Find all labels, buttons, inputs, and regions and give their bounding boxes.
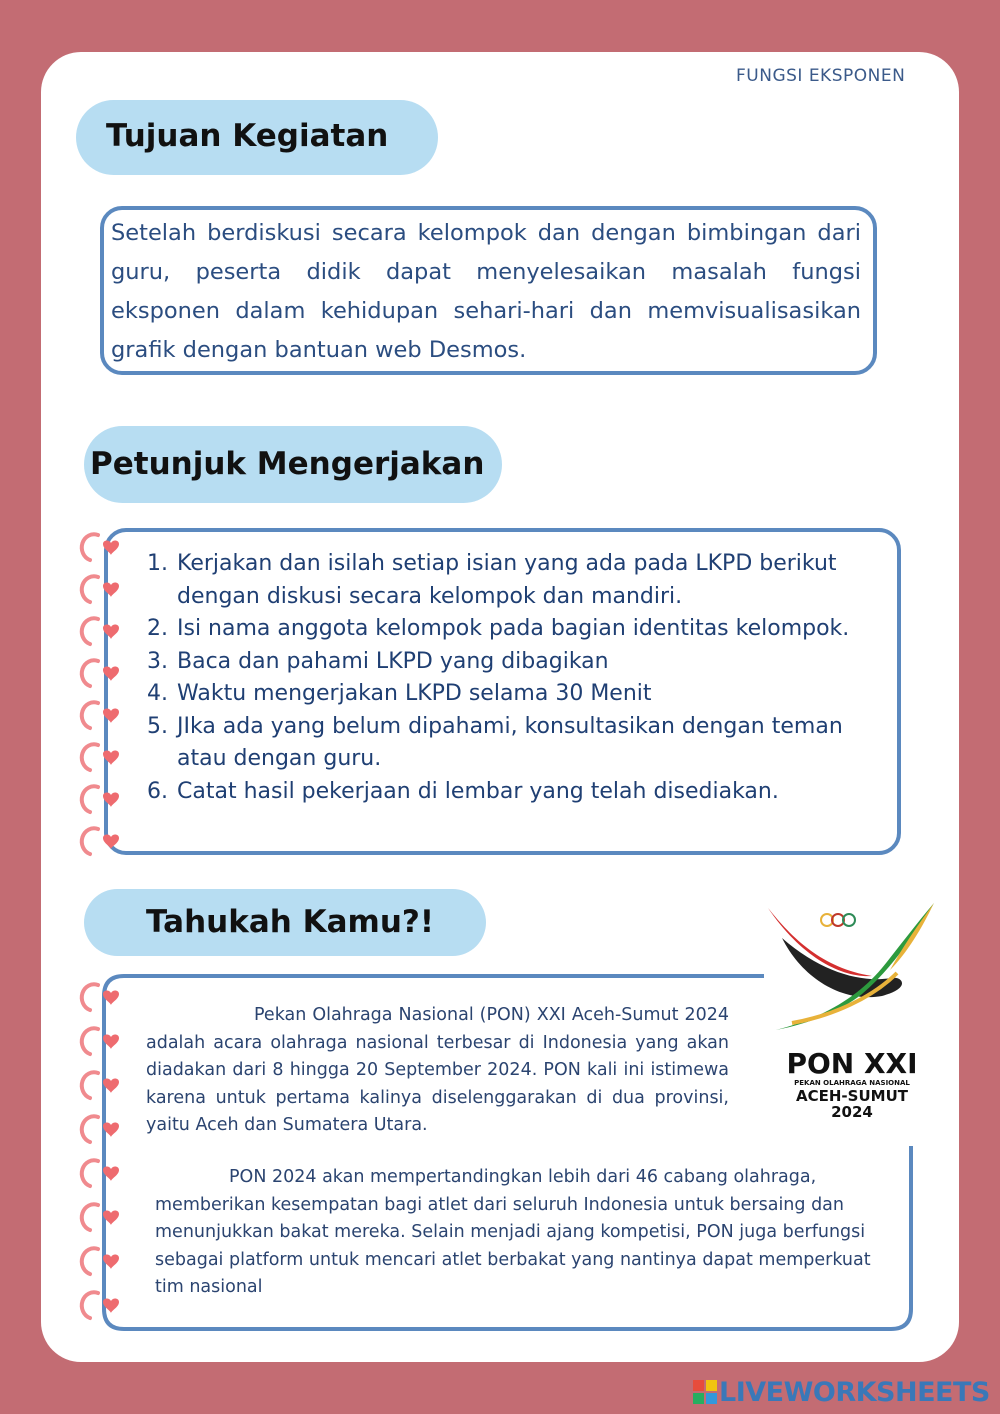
binder-ring-icon (76, 1288, 112, 1322)
instruction-item: 6. Catat hasil pekerjaan di lembar yang telah disediakan. (175, 776, 885, 809)
goal-text: Setelah berdiskusi secara kelompok dan dengan bimbingan dari guru, peserta didik dapat menyelesaikan masalah fungsi eksponen dalam kehidupan sehari-hari dan memvisualisasikan grafik dengan bantuan web Desmos. (111, 220, 861, 363)
binder-ring-icon (76, 656, 112, 690)
goal-heading-pill (76, 100, 438, 175)
goal-heading: Tujuan Kegiatan (106, 118, 389, 154)
binder-ring-icon (76, 740, 112, 774)
instruction-item: 5. JIka ada yang belum dipahami, konsultasikan dengan teman atau dengan guru. (175, 711, 885, 776)
binder-ring-icon (76, 698, 112, 732)
pon-logo (762, 898, 942, 1130)
binder-ring-icon (76, 1068, 112, 1102)
binder-ring-icon (76, 1156, 112, 1190)
binder-ring-icon (76, 530, 112, 564)
instruction-item: 4. Waktu mengerjakan LKPD selama 30 Menit (175, 678, 885, 711)
pon-emblem-icon (762, 898, 942, 1130)
brand-text: LIVEWORKSHEETS (719, 1376, 990, 1408)
binder-ring-icon (76, 614, 112, 648)
instruction-item: 3. Baca dan pahami LKPD yang dibagikan (175, 646, 885, 679)
binder-ring-icon (76, 572, 112, 606)
topic-label: FUNGSI EKSPONEN (736, 66, 906, 86)
instructions-list (150, 548, 885, 808)
liveworksheets-brand[interactable] (693, 1376, 990, 1408)
binder-ring-icon (76, 1200, 112, 1234)
binder-ring-icon (76, 1024, 112, 1058)
instructions-heading: Petunjuk Mengerjakan (90, 446, 485, 482)
binder-ring-icon (76, 782, 112, 816)
fact-heading: Tahukah Kamu?! (146, 904, 435, 940)
logo-title: PON XXI (786, 1047, 918, 1080)
instructions-heading-pill (84, 426, 502, 503)
binder-ring-icon (76, 1244, 112, 1278)
binder-ring-icon (76, 980, 112, 1014)
instruction-item: 2. Isi nama anggota kelompok pada bagian identitas kelompok. (175, 613, 885, 646)
liveworksheets-logo-icon (693, 1380, 717, 1404)
fact-heading-pill (84, 889, 486, 956)
fact-paragraph-2: PON 2024 akan mempertandingkan lebih dari 46 cabang olahraga, memberikan kesempatan bagi atlet dari seluruh Indonesia untuk bersaing dan menunjukkan bakat mereka. Selain menjadi ajang kompetisi, PON juga berfungsi sebagai platform untuk mencari atlet berbakat yang nantinya dapat memperkuat tim nasional (155, 1167, 871, 1298)
logo-region: ACEH-SUMUT (796, 1087, 908, 1105)
binder-ring-icon (76, 824, 112, 858)
instruction-item: 1. Kerjakan dan isilah setiap isian yang ada pada LKPD berikut dengan diskusi secara kelompok dan mandiri. (175, 548, 885, 613)
logo-year: 2024 (831, 1103, 873, 1121)
fact-paragraph-1: Pekan Olahraga Nasional (PON) XXI Aceh-Sumut 2024 adalah acara olahraga nasional terbesar di Indonesia yang akan diadakan dari 8 hingga 20 September 2024. PON kali ini istimewa karena untuk pertama kalinya diselenggarakan di dua provinsi, yaitu Aceh dan Sumatera Utara. (146, 1005, 729, 1136)
binder-ring-icon (76, 1112, 112, 1146)
logo-subtitle: PEKAN OLAHRAGA NASIONAL (794, 1079, 910, 1087)
